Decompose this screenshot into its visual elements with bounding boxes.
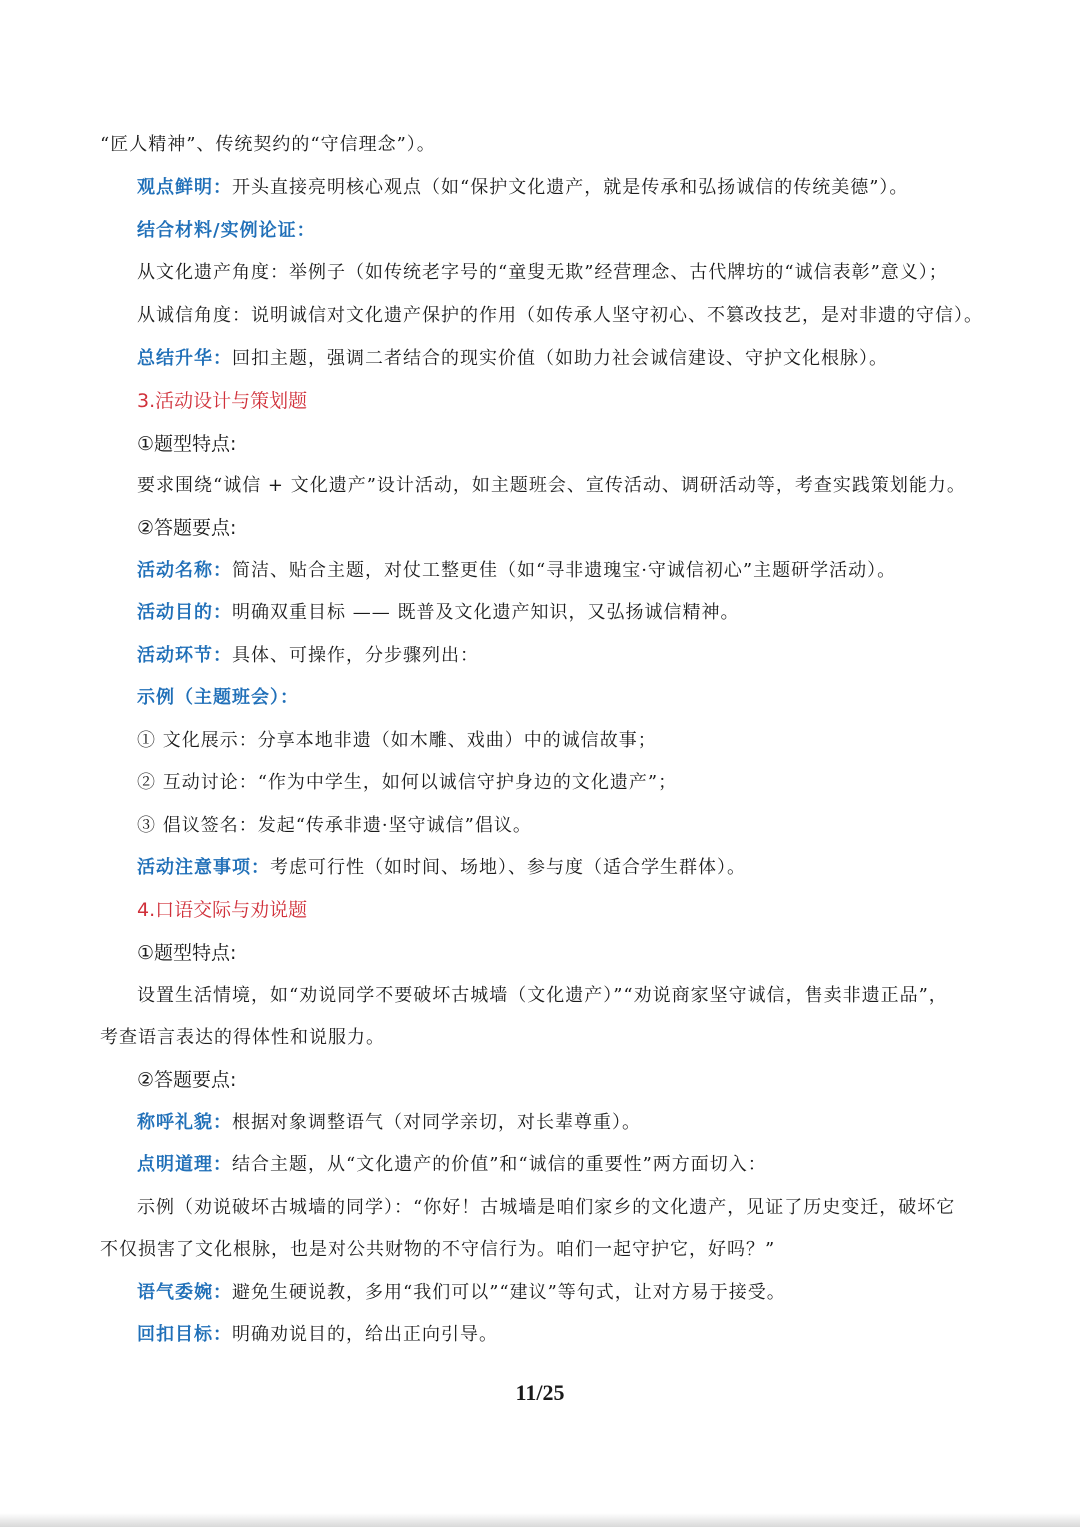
subheading-text: ①题型特点: xyxy=(137,433,237,455)
point-label: 观点鲜明： xyxy=(137,177,232,198)
text-line xyxy=(137,983,948,1009)
subheading-features xyxy=(137,940,236,966)
point-label: 示例（主题班会）： xyxy=(137,687,299,708)
paragraph-continuation xyxy=(100,132,436,158)
list-item xyxy=(137,770,677,796)
section-title: 4.口语交际与劝说题 xyxy=(137,899,308,921)
list-item-text: ① 文化展示：分享本地非遗（如木雕、戏曲）中的诚信故事； xyxy=(137,730,657,751)
text-line xyxy=(137,260,948,286)
section-title: 3.活动设计与策划题 xyxy=(137,390,308,412)
body-text: 要求围绕“诚信 + 文化遗产”设计活动，如主题班会、宣传活动、调研活动等，考查实践策划能力。 xyxy=(137,475,966,496)
subheading-features xyxy=(137,431,236,457)
body-text: 从文化遗产角度：举例子（如传统老字号的“童叟无欺”经营理念、古代牌坊的“诚信表彰”意义）； xyxy=(137,262,948,283)
subheading-text: ①题型特点: xyxy=(137,942,237,964)
body-text: 示例（劝说破坏古城墙的同学）：“你好！古城墙是咱们家乡的文化遗产，见证了历史变迁，破坏它 xyxy=(137,1197,956,1218)
point-gentle-tone xyxy=(137,1280,786,1306)
body-text: 考查语言表达的得体性和说服力。 xyxy=(100,1027,385,1048)
point-text: 结合主题，从“文化遗产的价值”和“诚信的重要性”两方面切入： xyxy=(232,1154,767,1175)
point-activity-steps xyxy=(137,643,479,669)
point-label: 称呼礼貌： xyxy=(137,1112,232,1133)
section-heading-3 xyxy=(137,388,307,414)
point-example-class-meeting xyxy=(137,685,299,711)
point-label: 活动注意事项： xyxy=(137,857,270,878)
text-line xyxy=(137,473,966,499)
list-item-text: ② 互动讨论：“作为中学生，如何以诚信守护身边的文化遗产”； xyxy=(137,772,678,793)
body-text: 从诚信角度：说明诚信对文化遗产保护的作用（如传承人坚守初心、不篡改技艺，是对非遗的守信）。 xyxy=(137,305,983,326)
text-line xyxy=(100,1025,385,1051)
point-label: 活动目的： xyxy=(137,602,232,623)
text-line xyxy=(100,1237,775,1263)
point-text: 明确劝说目的，给出正向引导。 xyxy=(232,1324,498,1345)
point-text: 避免生硬说教，多用“我们可以”“建议”等句式，让对方易于接受。 xyxy=(232,1282,786,1303)
point-text: 根据对象调整语气（对同学亲切，对长辈尊重）。 xyxy=(232,1112,641,1133)
point-material-argument xyxy=(137,218,316,244)
point-label: 回扣目标： xyxy=(137,1324,232,1345)
point-activity-purpose xyxy=(137,600,739,626)
point-text: 考虑可行性（如时间、场地）、参与度（适合学生群体）。 xyxy=(270,857,746,878)
list-item xyxy=(137,813,532,839)
text-line xyxy=(137,303,983,329)
list-item xyxy=(137,728,657,754)
point-text: 具体、可操作，分步骤列出： xyxy=(232,645,479,666)
subheading-text: ②答题要点: xyxy=(137,517,237,539)
point-return-goal xyxy=(137,1322,498,1348)
point-label: 点明道理： xyxy=(137,1154,232,1175)
text-line xyxy=(137,1195,955,1221)
point-label: 活动环节： xyxy=(137,645,232,666)
point-activity-name xyxy=(137,558,896,584)
point-text: 明确双重目标 —— 既普及文化遗产知识，又弘扬诚信精神。 xyxy=(232,602,740,623)
page-number: 11/25 xyxy=(515,1380,565,1405)
point-polite-address xyxy=(137,1110,641,1136)
point-label: 活动名称： xyxy=(137,560,232,581)
point-clear-viewpoint xyxy=(137,175,908,201)
subheading-text: ②答题要点: xyxy=(137,1069,237,1091)
point-label: 总结升华： xyxy=(137,348,232,369)
continuation-text: “匠人精神”、传统契约的“守信理念”）。 xyxy=(100,134,436,155)
subheading-answer-points xyxy=(137,1067,236,1093)
point-text: 简洁、贴合主题，对仗工整更佳（如“寻非遗瑰宝·守诚信初心”主题研学活动）。 xyxy=(232,560,897,581)
point-text: 回扣主题，强调二者结合的现实价值（如助力社会诚信建设、守护文化根脉）。 xyxy=(232,348,888,369)
page-edge-shadow xyxy=(0,1513,1080,1527)
body-text: 设置生活情境，如“劝说同学不要破坏古城墙（文化遗产）”“劝说商家坚守诚信，售卖非遗正品”， xyxy=(137,985,948,1006)
point-label: 结合材料/实例论证： xyxy=(137,220,316,241)
point-summary xyxy=(137,346,888,372)
list-item-text: ③ 倡议签名：发起“传承非遗·坚守诚信”倡议。 xyxy=(137,815,532,836)
point-label: 语气委婉： xyxy=(137,1282,232,1303)
point-activity-notes xyxy=(137,855,746,881)
subheading-answer-points xyxy=(137,515,236,541)
point-text: 开头直接亮明核心观点（如“保护文化遗产，就是传承和弘扬诚信的传统美德”）。 xyxy=(232,177,909,198)
section-heading-4 xyxy=(137,897,307,923)
body-text: 不仅损害了文化根脉，也是对公共财物的不守信行为。咱们一起守护它，好吗？” xyxy=(100,1239,776,1260)
point-state-reason xyxy=(137,1152,767,1178)
